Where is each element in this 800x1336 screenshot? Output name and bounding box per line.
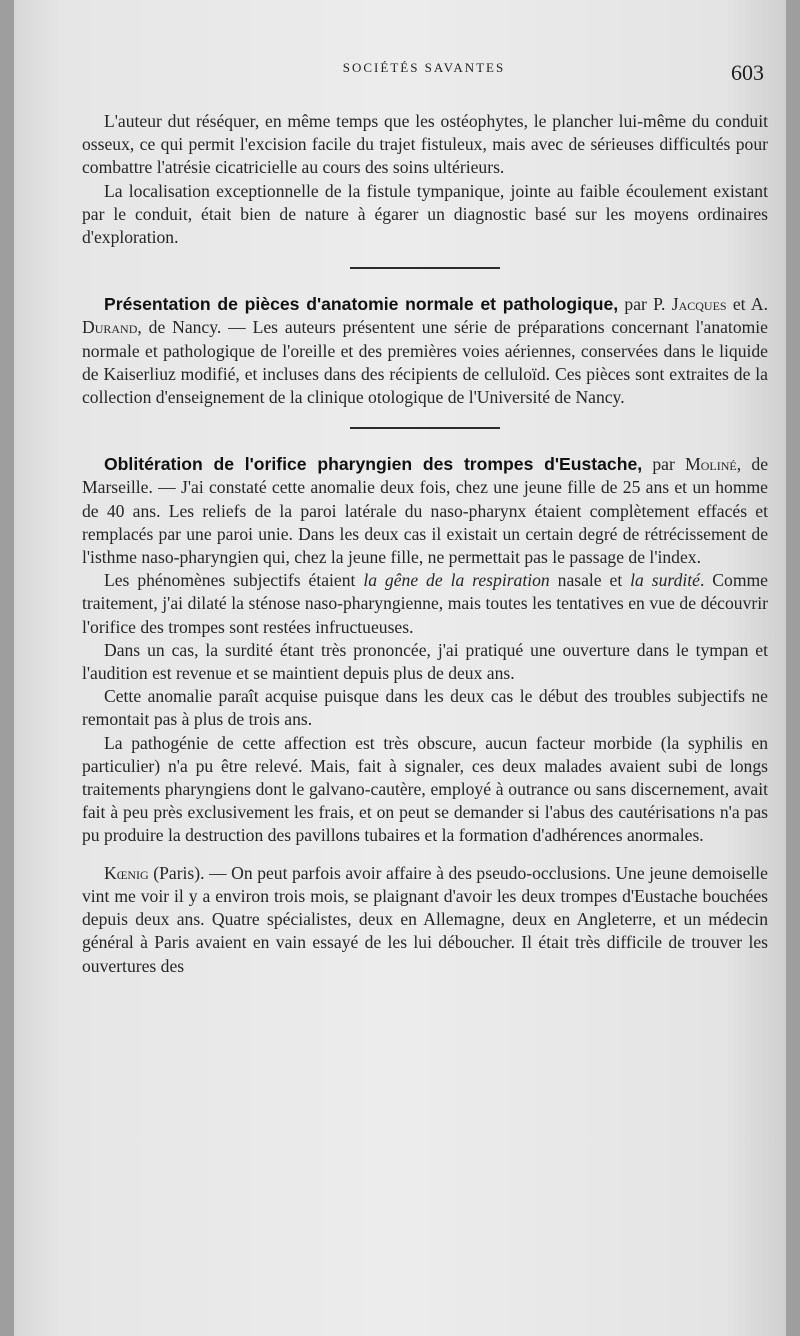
section-divider-1 [350, 267, 500, 269]
paragraph-gap [82, 848, 768, 862]
article-2-par: par [642, 454, 686, 475]
page-header [84, 60, 764, 94]
page-number: 603 [731, 60, 764, 85]
book-page [14, 0, 786, 1336]
article-2-p2-b: nasale et [549, 570, 631, 591]
article-2-paragraph-3: Dans un cas, la surdité étant très prononcée, j'ai pratiqué une ouverture dans le tympan et l'audition est revenue et se maintient depuis plus de deux ans. [82, 639, 768, 684]
article-3-author: Kœnig [104, 862, 149, 883]
article-2-title: Oblitération de l'orifice pharyngien des trompes d'Eustache, [104, 454, 643, 475]
article-anatomy-pieces [82, 293, 768, 409]
article-2-p2-italic-2: la surdité [630, 570, 700, 591]
running-title: SOCIÉTÉS SAVANTES [342, 60, 506, 75]
article-1-author-2: Durand [82, 317, 138, 338]
article-1-et: et A. [726, 294, 768, 315]
article-2-p1-text: , de Marseille. — J'ai constaté cette anomalie deux fois, chez une jeune fille de 25 ans et un homme de 40 ans. Les reliefs de la paroi latérale du naso-pharynx étaient complètement effacés et remplacés par une paroi unie. Dans les deux cas il existait un certain degré de rétrécissement de l'isthme naso-pharyngien qui, chez la jeune fille, ne permettait pas le passage de l'index. [82, 454, 768, 568]
article-2-author: Moliné [685, 454, 737, 475]
article-3-paragraph [82, 862, 768, 978]
article-2-paragraph-5: La pathogénie de cette affection est très obscure, aucun facteur morbide (la syphilis en particulier) n'a pu être relevé. Mais, fait à signaler, ces deux malades avaient subi de longs traitements pharyngiens dont le galvano-cautère, employé à outrance ou sans discernement, avait fait à peu près exclusivement les frais, et on peut se demander si l'abus des cautérisations n'a pas pu produire la destruction des pavillons tubaires et la formation d'adhérences anormales. [82, 732, 768, 846]
article-2-p2-a: Les phénomènes subjectifs étaient [104, 570, 364, 591]
article-2-paragraph-1 [82, 453, 768, 569]
article-1-title: Présentation de pièces d'anatomie normale et pathologique, [104, 294, 619, 315]
article-eustachian-obliteration [82, 453, 768, 847]
article-1-paragraph [82, 293, 768, 409]
article-2-p2-c: . Comme traitement, j'ai dilaté la sténose naso-pharyngienne, mais toutes les tentatives en vue de découvrir l'orifice des trompes sont restées infructueuses. [82, 570, 768, 637]
article-1-author-1: Jacques [671, 294, 727, 315]
continuation-paragraph-1: L'auteur dut réséquer, en même temps que les ostéophytes, le plancher lui-même du conduit osseux, ce qui permit l'excision facile du trajet fistuleux, mais avec de sérieuses difficultés pour combattre l'atrésie cicatricielle au cours des soins ultérieurs. [82, 111, 768, 178]
continuation-paragraph-2: La localisation exceptionnelle de la fistule tympanique, jointe au faible écoulement existant par le conduit, était bien de nature à égarer un diagnostic basé sur les moyens ordinaires d'exploration. [82, 180, 768, 248]
section-divider-2 [350, 427, 500, 429]
article-3-text: (Paris). — On peut parfois avoir affaire à des pseudo-occlusions. Une jeune demoiselle vint me voir il y a environ trois mois, se plaignant d'avoir les deux trompes d'Eustache bouchées depuis deux ans. Quatre spécialistes, deux en Allemagne, deux en Angleterre, et un médecin général à Paris avaient en vain essayé de les lui déboucher. Il était très difficile de trouver les ouvertures des [82, 862, 768, 976]
article-2-p2-italic-1: la gêne de la respiration [363, 570, 550, 591]
page-body [82, 110, 768, 978]
article-koenig-reply [82, 862, 768, 978]
article-1-par: par P. [618, 294, 672, 315]
continuation-section [82, 110, 768, 249]
article-1-text: , de Nancy. — Les auteurs présentent une série de préparations concernant l'anatomie normale et pathologique de l'oreille et des premières voies aériennes, conservées dans le liquide de Kaiserliuz modifié, et incluses dans des récipients de celluloïd. Ces pièces sont extraites de la collection d'enseignement de la clinique otologique de l'Université de Nancy. [82, 317, 768, 408]
article-2-paragraph-4: Cette anomalie paraît acquise puisque dans les deux cas le début des troubles subjectifs ne remontait pas à plus de trois ans. [82, 686, 768, 730]
article-2-paragraph-2 [82, 569, 768, 639]
